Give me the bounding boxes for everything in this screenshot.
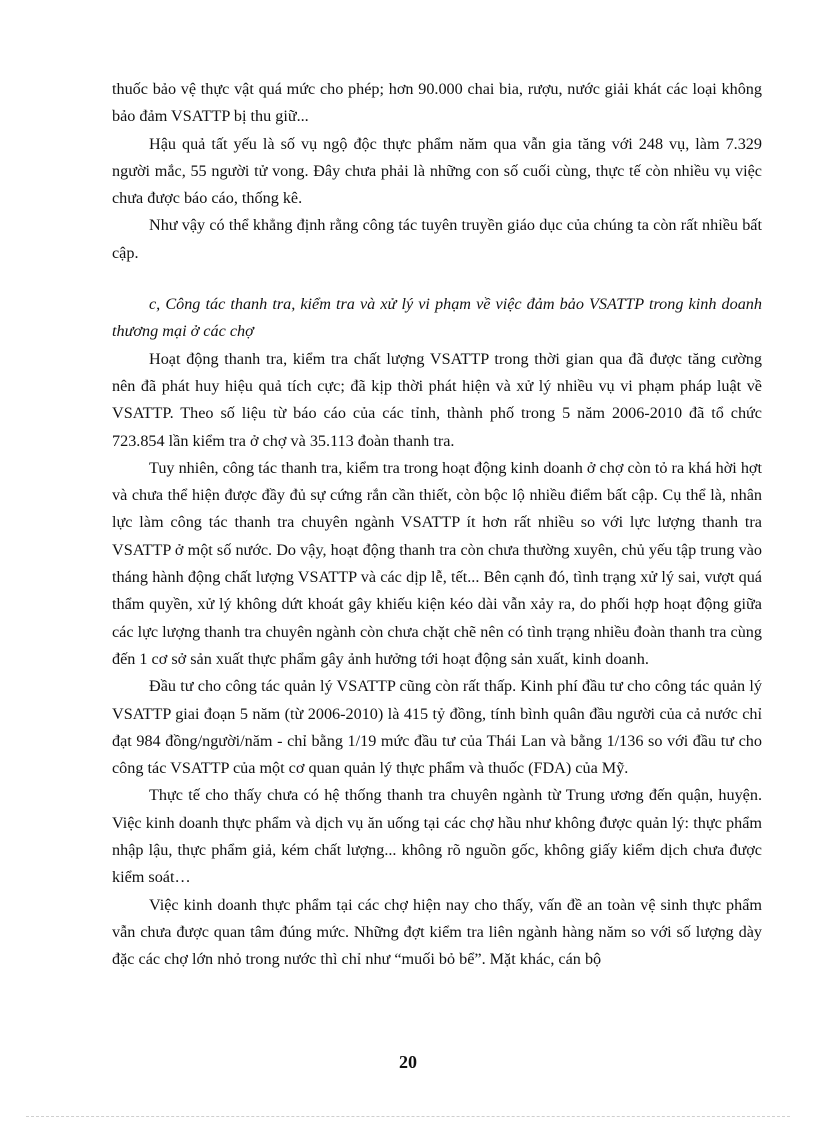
paragraph-conclusion: Như vậy có thể khẳng định rằng công tác tuyên truyền giáo dục của chúng ta còn rất nhiều bất cập.	[112, 216, 762, 262]
paragraph-investment: Đầu tư cho công tác quản lý VSATTP cũng còn rất thấp. Kinh phí đầu tư cho công tác quản lý VSATTP giai đoạn 5 năm (từ 2006-2010) là 415 tỷ đồng, tính bình quân đầu người của cả nước chỉ đạt 984 đồng/người/năm - chỉ bằng 1/19 mức đầu tư của Thái Lan và bằng 1/136 so với đầu tư cho công tác VSATTP của một cơ quan quản lý thực phẩm và thuốc (FDA) của Mỹ.	[112, 677, 762, 778]
paragraph-inspection-activity: Hoạt động thanh tra, kiểm tra chất lượng VSATTP trong thời gian qua đã được tăng cường nên đã phát huy hiệu quả tích cực; đã kịp thời phát hiện và xử lý nhiều vụ vi phạm pháp luật về VSATTP. Theo số liệu từ báo cáo của các tỉnh, thành phố trong 5 năm 2006-2010 đã tổ chức 723.854 lần kiểm tra ở chợ và 35.113 đoàn thanh tra.	[112, 349, 762, 450]
page-bottom-divider	[26, 1116, 790, 1117]
page-number: 20	[399, 1052, 417, 1072]
paragraph-reality: Thực tế cho thấy chưa có hệ thống thanh tra chuyên ngành từ Trung ương đến quận, huyện. Việc kinh doanh thực phẩm và dịch vụ ăn uống tại các chợ hầu như không được quản lý: thực phẩm nhập lậu, thực phẩm giả, kém chất lượng... không rõ nguồn gốc, không giấy kiểm dịch chưa được kiểm soát…	[112, 786, 762, 887]
paragraph-market-business: Việc kinh doanh thực phẩm tại các chợ hiện nay cho thấy, vấn đề an toàn vệ sinh thực phẩm vẫn chưa được quan tâm đúng mức. Những đợt kiểm tra liên ngành hàng năm so với số lượng dày đặc các chợ lớn nhỏ trong nước thì chỉ như “muối bỏ bể”. Mặt khác, cán bộ	[112, 895, 762, 969]
paragraph-consequences: Hậu quả tất yếu là số vụ ngộ độc thực phẩm năm qua vẫn gia tăng với 248 vụ, làm 7.329 người mắc, 55 người tử vong. Đây chưa phải là những con số cuối cùng, thực tế còn nhiều vụ việc chưa được báo cáo, thống kê.	[112, 134, 762, 208]
paragraph-inspection-shortcomings: Tuy nhiên, công tác thanh tra, kiểm tra trong hoạt động kinh doanh ở chợ còn tỏ ra khá hời hợt và chưa thể hiện được đầy đủ sự cứng rắn cần thiết, còn bộc lộ nhiều điểm bất cập. Cụ thể là, nhân lực làm công tác thanh tra chuyên ngành VSATTP ít hơn rất nhiều so với lực lượng thanh tra VSATTP ở một số nước. Do vậy, hoạt động thanh tra còn chưa thường xuyên, chủ yếu tập trung vào tháng hành động chất lượng VSATTP và các dịp lễ, tết... Bên cạnh đó, tình trạng xử lý sai, vượt quá thẩm quyền, xử lý không dứt khoát gây khiếu kiện kéo dài vẫn xảy ra, do phối hợp hoạt động giữa các lực lượng thanh tra chuyên ngành còn chưa chặt chẽ nên có tình trạng nhiều đoàn thanh tra cùng đến 1 cơ sở sản xuất thực phẩm gây ảnh hưởng tới hoạt động sản xuất, kinh doanh.	[112, 458, 762, 668]
paragraph-continuation: thuốc bảo vệ thực vật quá mức cho phép; hơn 90.000 chai bia, rượu, nước giải khát các loại không bảo đảm VSATTP bị thu giữ...	[112, 80, 762, 126]
section-heading: c, Công tác thanh tra, kiểm tra và xử lý vi phạm về việc đảm bảo VSATTP trong kinh doanh thương mại ở các chợ	[112, 295, 762, 341]
document-page	[112, 76, 762, 974]
